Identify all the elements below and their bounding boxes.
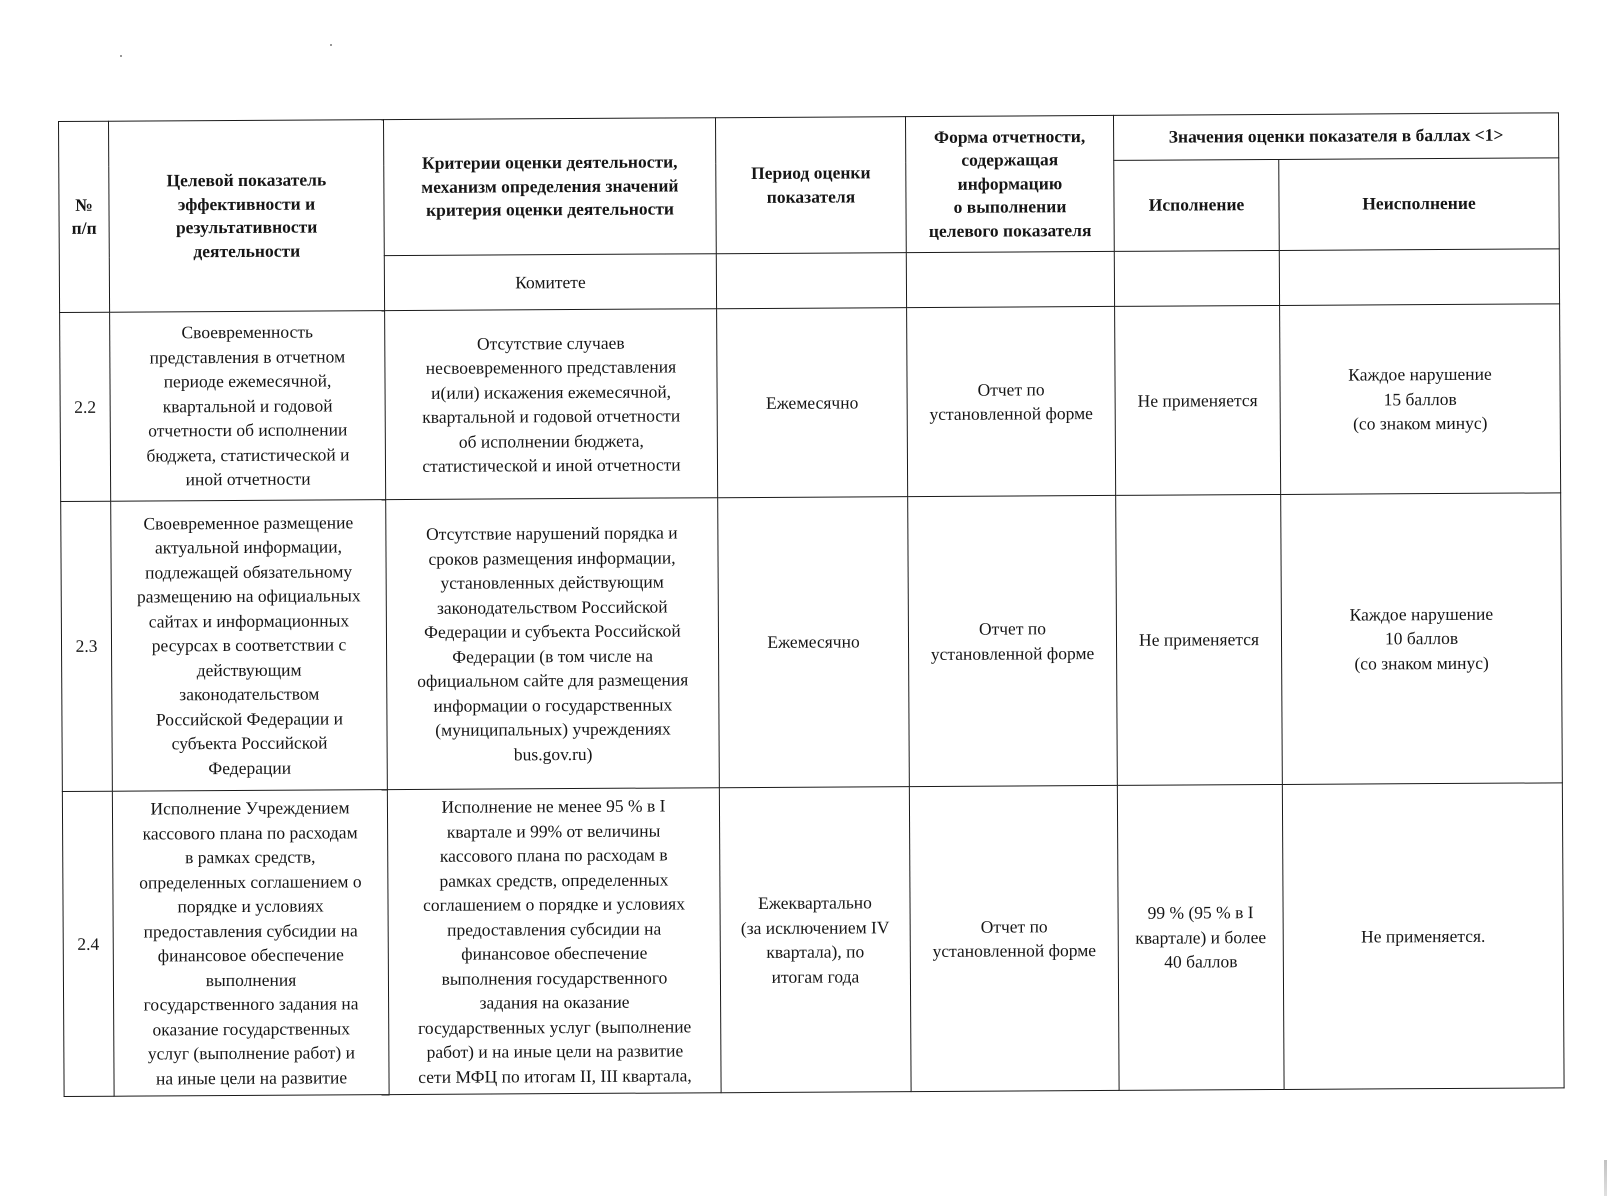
row-target-indicator: Своевременность представления в отчетном периоде ежемесячной, квартальной и годовой отчетности об исполнении бюджета, статистической и иной отчетности — [110, 311, 386, 502]
continuation-period — [716, 253, 906, 309]
row-execution: 99 % (95 % в I квартале) и более 40 баллов — [1117, 784, 1284, 1090]
table-row — [61, 493, 1563, 792]
row-non-execution: Каждое нарушение 10 баллов (со знаком минус) — [1281, 493, 1563, 785]
table-row — [60, 304, 1561, 502]
row-report-form: Отчет по установленной форме — [907, 306, 1116, 496]
header-score-group: Значения оценки показателя в баллах <1> — [1113, 113, 1558, 161]
row-report-form: Отчет по установленной форме — [908, 495, 1118, 786]
header-non-execution: Неисполнение — [1279, 158, 1560, 251]
table-row — [62, 783, 1564, 1097]
performance-indicators-table — [58, 112, 1565, 1097]
row-criteria: Отсутствие случаев несвоевременного представления и(или) искажения ежемесячной, квартальной и годовой отчетности об исполнении бюджета, статистической и иной отчетности — [385, 309, 718, 500]
row-target-indicator: Своевременное размещение актуальной информации, подлежащей обязательному размещению на официальных сайтах и информационных ресурсах в соответствии с действующим законодательством Российской Федерации и субъекта Российской Федерации — [111, 500, 388, 792]
row-target-indicator: Исполнение Учреждением кассового плана по расходам в рамках средств, определенных соглашением о порядке и условиях предоставления субсидии на финансовое обеспечение выполнения государственного задания на оказание государственных услуг (выполнение работ) и на иные цели на развитие — [112, 790, 389, 1097]
row-execution: Не применяется — [1115, 305, 1281, 495]
row-report-form: Отчет по установленной форме — [909, 785, 1119, 1091]
header-report-form: Форма отчетности, содержащая информацию о выполнении целевого показателя — [905, 115, 1114, 252]
row-criteria: Исполнение не менее 95 % в I квартале и 99% от величины кассового плана по расходам в рамках средств, определенных соглашением о порядке и условиях предоставления субсидии на финансовое обеспечение выполнения государственного задания на оказание государственных услуг (выполнение работ) и на иные цели на развитие сети МФЦ по итогам II, III квартала, — [387, 788, 721, 1095]
continuation-non-execution — [1279, 249, 1559, 306]
header-period: Период оценки показателя — [715, 117, 906, 254]
header-execution: Исполнение — [1114, 159, 1280, 251]
table-sheet — [58, 112, 1564, 1097]
row-number: 2.4 — [62, 791, 114, 1096]
header-criteria: Критерии оценки деятельности, механизм определения значений критерия оценки деятельности — [383, 118, 716, 256]
row-number: 2.3 — [61, 501, 113, 791]
row-non-execution: Каждое нарушение 15 баллов (со знаком минус) — [1280, 304, 1561, 495]
continuation-form — [906, 251, 1114, 307]
continuation-execution — [1114, 250, 1279, 306]
row-period: Ежеквартально (за исключением IV квартала), по итогам года — [719, 787, 911, 1093]
row-non-execution: Не применяется. — [1282, 783, 1564, 1090]
row-execution: Не применяется — [1116, 494, 1283, 785]
scan-edge-mark — [1604, 1160, 1607, 1196]
header-target-indicator: Целевой показатель эффективности и результативности деятельности — [109, 120, 385, 313]
scan-speck — [330, 44, 332, 46]
row-number: 2.2 — [60, 312, 111, 501]
row-period: Ежемесячно — [717, 308, 908, 498]
continuation-criteria: Комитете — [384, 254, 716, 311]
header-num: № п/п — [59, 121, 110, 312]
row-criteria: Отсутствие нарушений порядка и сроков размещения информации, установленных действующим законодательством Российской Федерации и субъекта Российской Федерации (в том числе на официальном сайте для размещения информации о государственных (муниципальных) учреждениях bus.gov.ru) — [386, 498, 720, 790]
scan-speck — [120, 55, 122, 57]
row-period: Ежемесячно — [718, 497, 910, 788]
